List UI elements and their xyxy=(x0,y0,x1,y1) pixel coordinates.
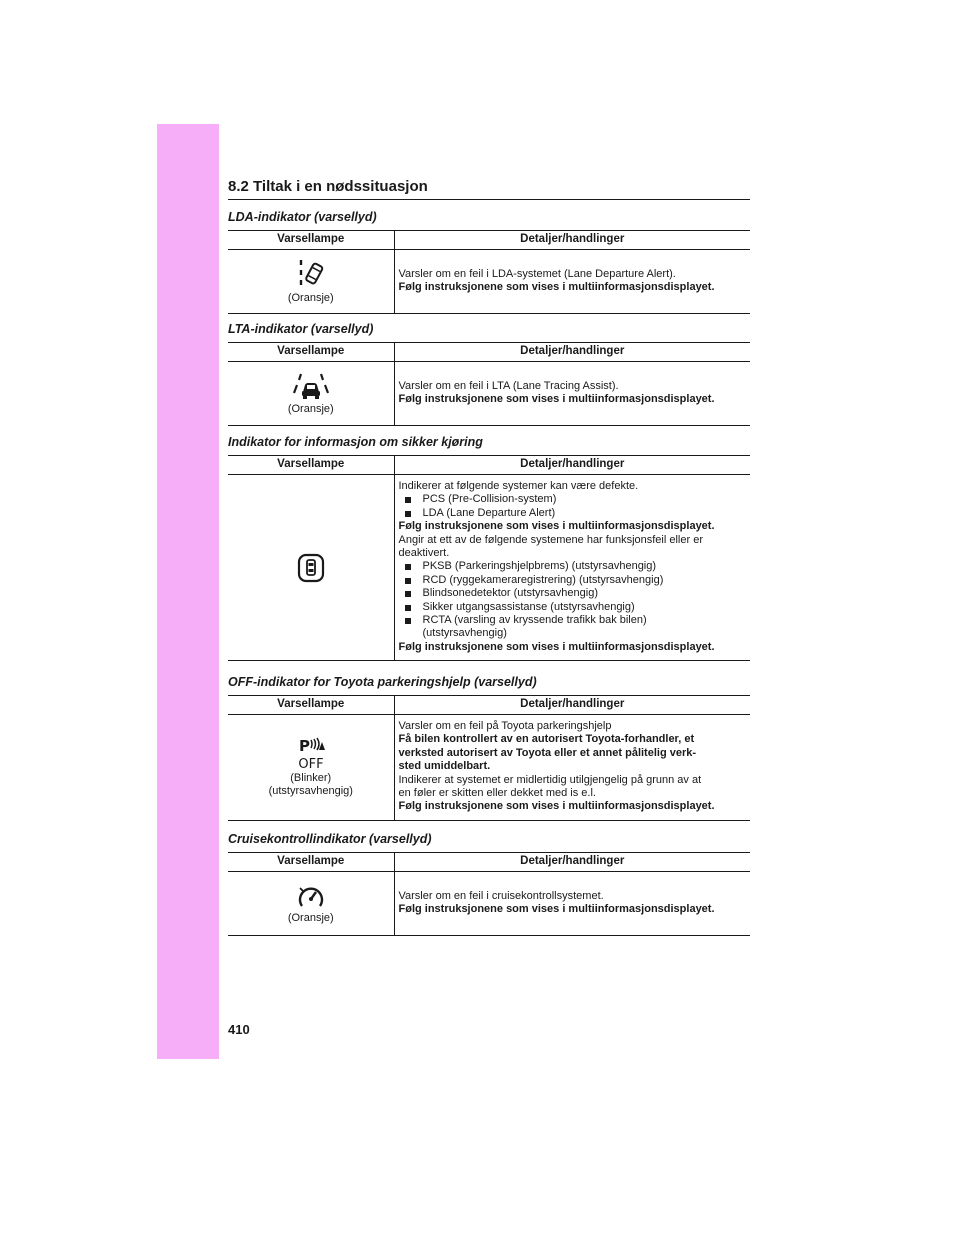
cruise-control-section xyxy=(228,832,750,936)
lamp-availability-caption: (utstyrsavhengig) xyxy=(268,785,353,798)
column-header-details: Detaljer/handlinger xyxy=(394,853,750,872)
detail-warning: verksted autorisert av Toyota eller et annet pålitelig verk- xyxy=(398,746,697,759)
bullet-item: PKSB (Parkeringshjelpbrems) (utstyrsavhengig) xyxy=(399,560,747,573)
details-cell xyxy=(394,475,750,661)
warning-table xyxy=(228,342,750,426)
lamp-color-caption: (Oransje) xyxy=(287,911,334,924)
detail-instruction: Følg instruksjonene som vises i multiinformasjonsdisplayet. xyxy=(398,520,715,533)
detail-instruction: Følg instruksjonene som vises i multiinformasjonsdisplayet. xyxy=(398,903,715,915)
section-title: OFF-indikator for Toyota parkeringshjelp (varsellyd) xyxy=(228,675,537,689)
detail-instruction: Følg instruksjonene som vises i multiinformasjonsdisplayet. xyxy=(398,281,715,293)
column-header-lamp: Varsellampe xyxy=(228,456,394,475)
bullet-item: Sikker utgangsassistanse (utstyrsavhengig) xyxy=(399,601,747,614)
detail-text: Varsler om en feil på Toyota parkeringshjelp xyxy=(398,720,612,732)
parking-assist-off-icon xyxy=(228,736,394,772)
section-title: LTA-indikator (varsellyd) xyxy=(228,322,374,336)
lane-tracing-assist-icon xyxy=(228,371,394,403)
lamp-color-caption: (Oransje) xyxy=(287,291,334,304)
svg-text:P: P xyxy=(298,737,310,756)
safe-driving-section xyxy=(228,435,750,661)
detail-warning: sted umiddelbart. xyxy=(398,760,491,773)
lamp-cell xyxy=(228,250,394,314)
detail-warning: Få bilen kontrollert av en autorisert Toyota-forhandler, et xyxy=(398,733,695,746)
bullet-item: Blindsonedetektor (utstyrsavhengig) xyxy=(399,587,747,600)
detail-text: Varsler om en feil i LTA (Lane Tracing Assist). xyxy=(398,379,619,392)
detail-text: Angir at ett av de følgende systemene har funksjonsfeil eller er xyxy=(398,533,703,546)
bullet-item: PCS (Pre-Collision-system) xyxy=(399,493,747,506)
detail-text: Indikerer at systemet er midlertidig utilgjengelig på grunn av at xyxy=(398,773,702,786)
detail-text: Indikerer at følgende systemer kan være defekte. xyxy=(398,480,639,492)
warning-table xyxy=(228,455,750,661)
lamp-state-caption: (Blinker) xyxy=(290,772,332,785)
bullet-continuation: (utstyrsavhengig) xyxy=(422,627,507,640)
bullet-item: LDA (Lane Departure Alert) xyxy=(399,507,747,520)
parking-assist-off-section xyxy=(228,675,750,821)
column-header-details: Detaljer/handlinger xyxy=(394,696,750,715)
detail-text: Varsler om en feil i LDA-systemet (Lane Departure Alert). xyxy=(398,267,676,280)
column-header-details: Detaljer/handlinger xyxy=(394,231,750,250)
chapter-side-tab xyxy=(157,124,219,1059)
bullet-square-icon xyxy=(405,564,411,570)
lda-section xyxy=(228,210,750,314)
column-header-lamp: Varsellampe xyxy=(228,853,394,872)
detail-instruction: Følg instruksjonene som vises i multiinformasjonsdisplayet. xyxy=(398,640,715,653)
warning-table xyxy=(228,695,750,821)
warning-table xyxy=(228,852,750,936)
details-cell xyxy=(394,250,750,314)
bullet-item: RCTA (varsling av kryssende trafikk bak bilen) xyxy=(399,614,747,627)
column-header-details: Detaljer/handlinger xyxy=(394,343,750,362)
warning-table xyxy=(228,230,750,314)
column-header-lamp: Varsellampe xyxy=(228,343,394,362)
lamp-cell xyxy=(228,475,394,661)
bullet-square-icon xyxy=(405,618,411,624)
column-header-lamp: Varsellampe xyxy=(228,696,394,715)
lamp-cell xyxy=(228,362,394,426)
cruise-control-icon xyxy=(228,882,394,912)
detail-text: Varsler om en feil i cruisekontrollsystemet. xyxy=(398,889,604,902)
details-cell xyxy=(394,715,750,821)
off-label: OFF xyxy=(298,757,324,773)
bullet-item: RCD (ryggekameraregistrering) (utstyrsavhengig) xyxy=(399,574,747,587)
column-header-lamp: Varsellampe xyxy=(228,231,394,250)
detail-text: deaktivert. xyxy=(398,547,450,560)
bullet-square-icon xyxy=(405,578,411,584)
page-number: 410 xyxy=(228,1022,250,1037)
lane-departure-alert-icon xyxy=(228,258,394,292)
detail-instruction: Følg instruksjonene som vises i multiinformasjonsdisplayet. xyxy=(398,800,715,813)
detail-instruction: Følg instruksjonene som vises i multiinformasjonsdisplayet. xyxy=(398,393,715,405)
lta-section xyxy=(228,322,750,426)
lamp-cell xyxy=(228,872,394,936)
detail-text: en føler er skitten eller dekket med is e.l. xyxy=(398,787,596,800)
bullet-square-icon xyxy=(405,497,411,503)
bullet-square-icon xyxy=(405,605,411,611)
section-title: LDA-indikator (varsellyd) xyxy=(228,210,377,224)
column-header-details: Detaljer/handlinger xyxy=(394,456,750,475)
bullet-square-icon xyxy=(405,511,411,517)
details-cell xyxy=(394,872,750,936)
details-cell xyxy=(394,362,750,426)
lamp-cell xyxy=(228,715,394,821)
lamp-color-caption: (Oransje) xyxy=(287,402,334,415)
section-title: Indikator for informasjon om sikker kjøring xyxy=(228,435,483,449)
bullet-square-icon xyxy=(405,591,411,597)
section-title: Cruisekontrollindikator (varsellyd) xyxy=(228,832,432,846)
safe-driving-info-icon xyxy=(228,553,394,583)
section-header: 8.2 Tiltak i en nødssituasjon xyxy=(228,178,750,200)
